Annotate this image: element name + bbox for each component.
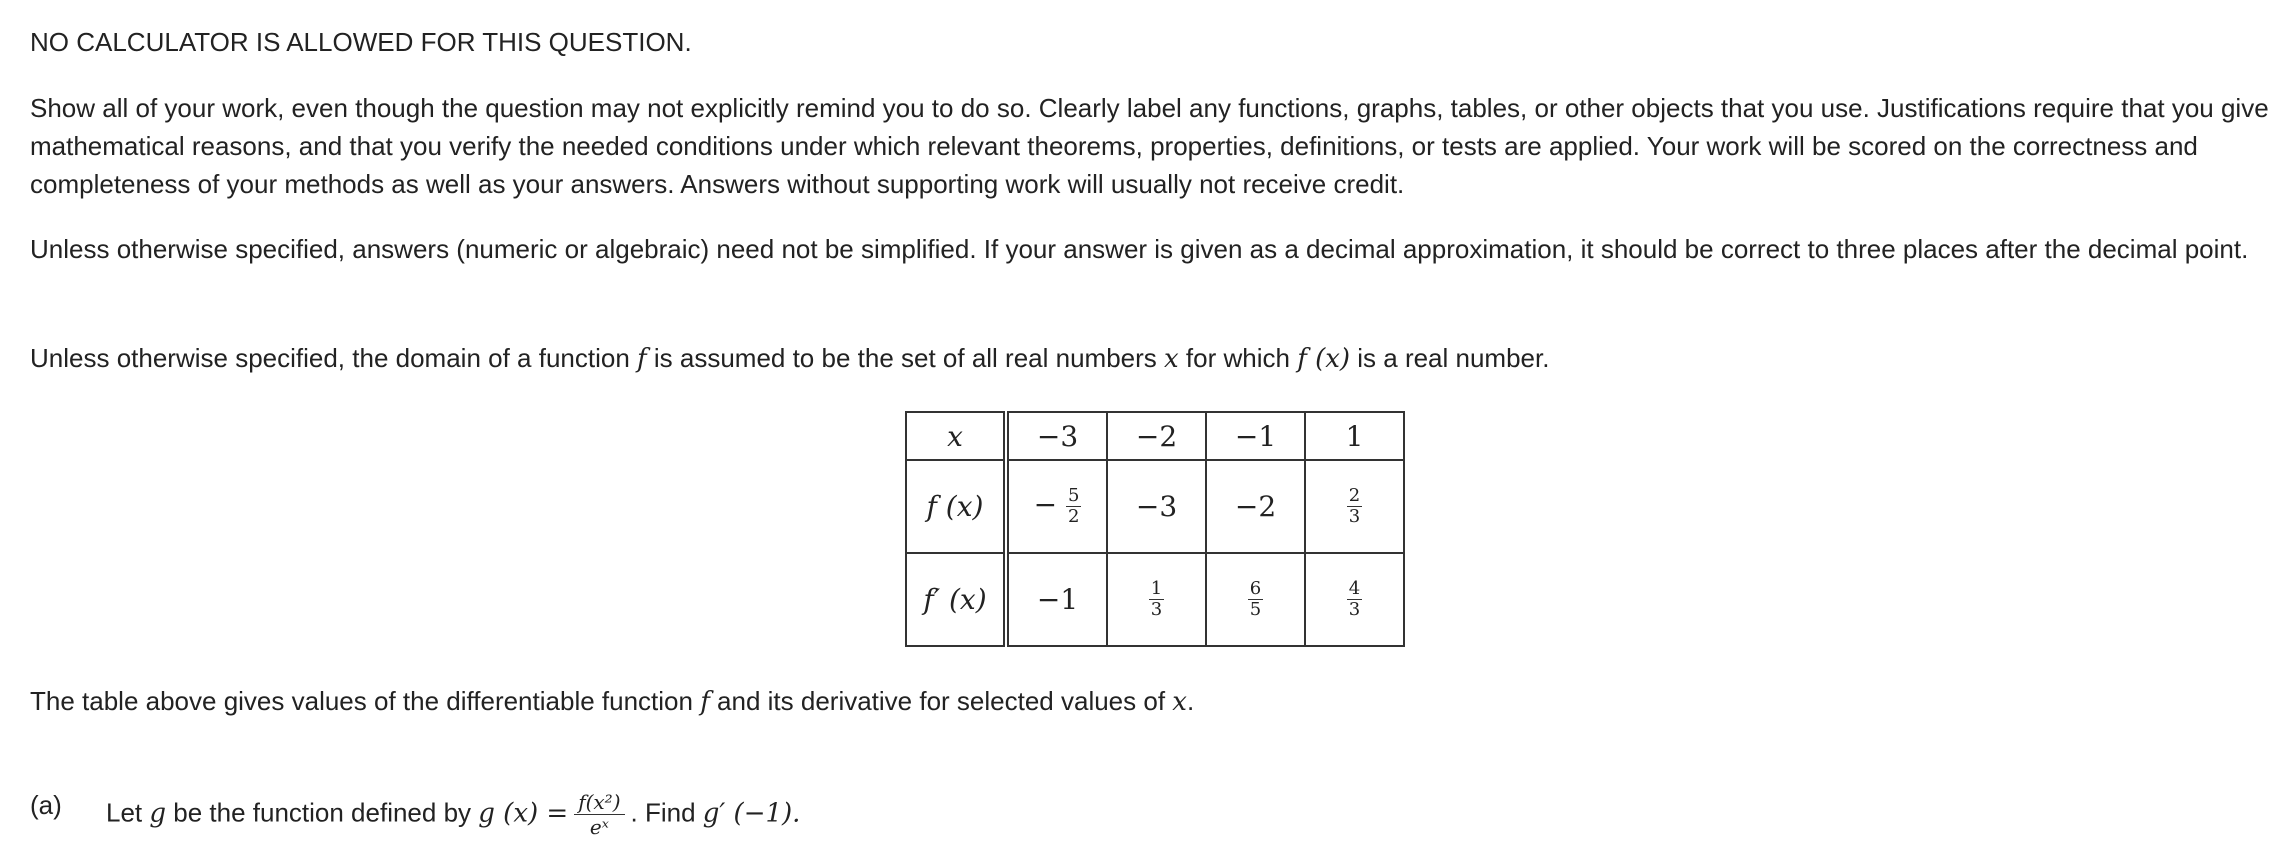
table-row-fprime xyxy=(906,553,1404,646)
math-x: x xyxy=(1164,344,1179,374)
fraction xyxy=(1066,486,1081,527)
table-cell xyxy=(1107,553,1206,646)
numerator: 4 xyxy=(1348,578,1361,599)
numerator: f(x²) xyxy=(574,790,624,815)
table-cell: −3 xyxy=(1006,412,1107,460)
numerator: 2 xyxy=(1348,485,1361,506)
fraction xyxy=(1347,579,1362,620)
math-x: x xyxy=(1172,687,1187,717)
table-cell: −3 xyxy=(1107,460,1206,553)
math-f: f xyxy=(637,344,647,374)
numerator: 1 xyxy=(1150,578,1163,599)
denominator: 5 xyxy=(1249,599,1262,620)
minus-sign: − xyxy=(1033,488,1058,521)
table-cell: −1 xyxy=(1006,553,1107,646)
row-header-fprime: f′ (x) xyxy=(906,553,1006,646)
denominator: 3 xyxy=(1150,599,1163,620)
math-f: f xyxy=(700,687,710,717)
fraction xyxy=(1149,579,1164,620)
text: be the function defined by xyxy=(166,797,479,828)
text: . Find xyxy=(630,797,703,828)
values-table xyxy=(905,411,1405,647)
table-cell: −2 xyxy=(1206,460,1305,553)
denominator: 2 xyxy=(1067,506,1080,527)
text: is a real number. xyxy=(1350,343,1550,373)
text: . xyxy=(1186,686,1195,716)
math-g: g xyxy=(149,798,167,829)
fraction xyxy=(1347,486,1362,527)
instructions-work: Show all of your work, even though the question may not explicitly remind you to do so. Clearly label any functions, graphs, tables, or other objects that you use. Justifications require that you give mathematical reasons, and that you verify the needed conditions under which relevant theorems, properties, definitions, or tests are applied. Your work will be scored on the correctness and completeness of your methods as well as your answers. Answers without supporting work will usually not receive credit. xyxy=(30,93,2269,199)
table-cell: 1 xyxy=(1305,412,1404,460)
denominator: 3 xyxy=(1348,599,1361,620)
part-a-question xyxy=(106,790,800,839)
table-cell xyxy=(1305,553,1404,646)
table-caption xyxy=(30,682,2272,721)
table-row-f xyxy=(906,460,1404,553)
fraction xyxy=(574,790,624,839)
math-target: g′ (−1). xyxy=(702,798,801,829)
row-header-x: x xyxy=(906,412,1006,460)
text: Let xyxy=(106,797,150,828)
fraction xyxy=(1248,579,1263,620)
math-gx: g (x) = xyxy=(478,798,569,829)
calculator-notice: NO CALCULATOR IS ALLOWED FOR THIS QUESTION. xyxy=(30,27,692,57)
text: Unless otherwise specified, the domain of a function xyxy=(30,343,638,373)
denominator: eˣ xyxy=(589,815,609,839)
text: and its derivative for selected values of xyxy=(709,686,1173,716)
table-cell xyxy=(1305,460,1404,553)
denominator: 3 xyxy=(1348,506,1361,527)
text: The table above gives values of the differentiable function xyxy=(30,686,701,716)
instructions-answers: Unless otherwise specified, answers (numeric or algebraic) need not be simplified. If your answer is given as a decimal approximation, it should be correct to three places after the decimal point. xyxy=(30,234,2249,264)
numerator: 6 xyxy=(1249,578,1262,599)
domain-note xyxy=(30,339,2272,378)
table-row-x xyxy=(906,412,1404,460)
table-cell: −2 xyxy=(1107,412,1206,460)
text: for which xyxy=(1178,343,1298,373)
math-fx: f (x) xyxy=(1297,344,1351,374)
table-cell xyxy=(1006,460,1107,553)
text: is assumed to be the set of all real numbers xyxy=(646,343,1165,373)
table-cell: −1 xyxy=(1206,412,1305,460)
numerator: 5 xyxy=(1067,485,1080,506)
part-label: (a) xyxy=(30,790,62,820)
row-header-f: f (x) xyxy=(906,460,1006,553)
table-cell xyxy=(1206,553,1305,646)
